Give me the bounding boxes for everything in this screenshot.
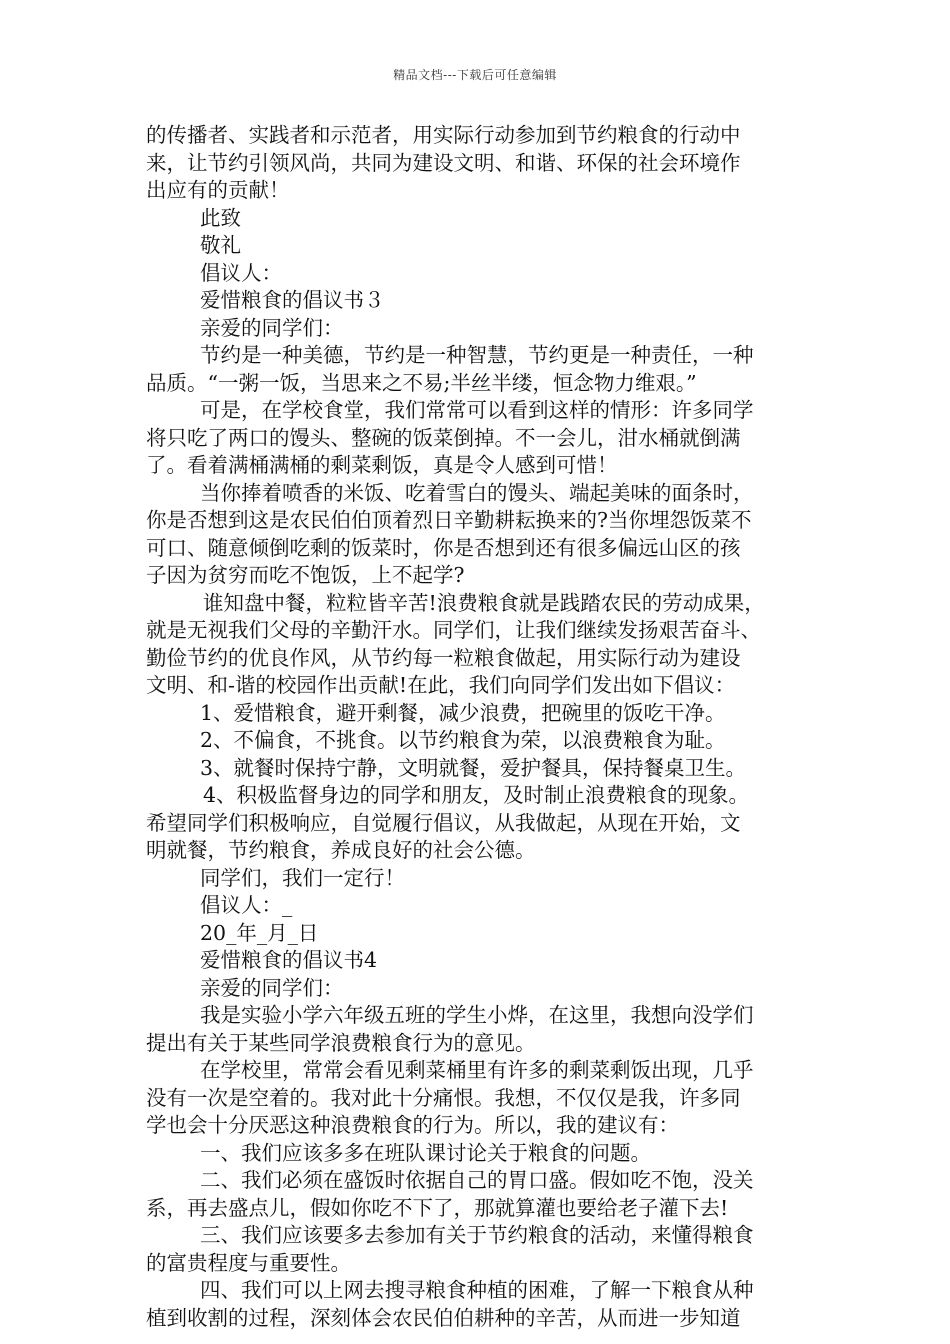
text-line: 的富贵程度与重要性。	[146, 1250, 351, 1275]
text-line: 明就餐，节约粮食，养成良好的社会公德。	[146, 838, 536, 862]
page-header: 精品文档---下载后可任意编辑	[393, 68, 557, 82]
greeting-line: 亲爱的同学们：	[200, 975, 344, 1000]
section-title: 爱惜粮食的倡议书4	[200, 948, 378, 972]
text-line: 你是否想到这是农民伯伯顶着烈日辛勤耕耘换来的?当你埋怨饭菜不	[146, 508, 752, 532]
text-line: 可口、随意倾倒吃剩的饭菜时，你是否想到还有很多偏远山区的孩	[146, 535, 741, 560]
paragraph-start: 同学们，我们一定行！	[200, 865, 405, 890]
text-line: 就是无视我们父母的辛勤汗水。同学们，让我们继续发扬艰苦奋斗、	[146, 618, 761, 642]
list-item: 四、我们可以上网去搜寻粮食种植的困难，了解一下粮食从种	[200, 1278, 754, 1302]
paragraph-start: 谁知盘中餐，粒粒皆辛苦!浪费粮食就是践踏农民的劳动成果，	[203, 590, 765, 615]
paragraph-start: 当你捧着喷香的米饭、吃着雪白的馒头、端起美味的面条时，	[200, 480, 754, 505]
text-line: 将只吃了两口的馒头、整碗的饭菜倒掉。不一会儿，泔水桶就倒满	[146, 425, 741, 450]
text-line: 没有一次是空着的。我对此十分痛恨。我想，不仅仅是我，许多同	[146, 1085, 741, 1110]
list-item: 4、积极监督身边的同学和朋友，及时制止浪费粮食的现象。	[203, 783, 750, 807]
salutation-line: 敬礼	[200, 233, 241, 257]
greeting-line: 亲爱的同学们：	[200, 315, 344, 340]
text-line: 品质。“一粥一饭，当思来之不易;半丝半缕，恒念物力维艰。”	[146, 370, 697, 395]
document-body	[146, 122, 810, 1332]
text-line: 植到收割的过程，深刻体会农民伯伯耕种的辛苦，从而进一步知道	[146, 1305, 741, 1330]
list-item: 一、我们应该多多在班队课讨论关于粮食的问题。	[200, 1140, 651, 1165]
list-item: 1、爱惜粮食，避开剩餐，减少浪费，把碗里的饭吃干净。	[200, 700, 726, 725]
date-line: 20_年_月_日	[200, 920, 319, 945]
paragraph-start: 可是，在学校食堂，我们常常可以看到这样的情形：许多同学	[200, 398, 754, 422]
text-line: 系，再去盛点儿，假如你吃不下了，那就算灌也要给老子灌下去!	[146, 1195, 729, 1220]
paragraph-start: 我是实验小学六年级五班的学生小烨，在这里，我想向没学们	[200, 1003, 754, 1027]
salutation-line: 此致	[200, 205, 241, 230]
text-line: 勤俭节约的优良作风，从节约每一粒粮食做起，用实际行动为建设	[146, 645, 741, 670]
text-line: 希望同学们积极响应，自觉履行倡议，从我做起，从现在开始，文	[146, 810, 741, 835]
signature-line: 倡议人：	[200, 260, 282, 285]
text-line: 了。看着满桶满桶的剩菜剩饭，真是令人感到可惜！	[146, 453, 618, 477]
text-line: 的传播者、实践者和示范者，用实际行动参加到节约粮食的行动中	[146, 123, 741, 147]
paragraph-start: 在学校里，常常会看见剩菜桶里有许多的剩菜剩饭出现，几乎	[200, 1058, 754, 1082]
text-line: 来，让节约引领风尚，共同为建设文明、和谐、环保的社会环境作	[146, 150, 741, 175]
section-title: 爱惜粮食的倡议书３	[200, 288, 385, 312]
paragraph-start: 节约是一种美德，节约是一种智慧，节约更是一种责任，一种	[200, 343, 754, 367]
text-line: 出应有的贡献！	[146, 178, 290, 202]
text-line: 学也会十分厌恶这种浪费粮食的行为。所以，我的建议有：	[146, 1113, 679, 1137]
list-item: 三、我们应该要多去参加有关于节约粮食的活动，来懂得粮食	[200, 1223, 754, 1247]
signature-line: 倡议人：_	[200, 893, 293, 917]
list-item: 2、不偏食，不挑食。以节约粮食为荣，以浪费粮食为耻。	[200, 728, 726, 752]
list-item: 二、我们必须在盛饭时依据自己的胃口盛。假如吃不饱，没关	[200, 1168, 754, 1192]
text-line: 提出有关于某些同学浪费粮食行为的意见。	[146, 1030, 536, 1055]
text-line: 子因为贫穷而吃不饱饭，上不起学?	[146, 563, 465, 587]
text-line: 文明、和-谐的校园作出贡献!在此，我们向同学们发出如下倡议：	[146, 673, 736, 697]
list-item: 3、就餐时保持宁静，文明就餐，爱护餐具，保持餐桌卫生。	[200, 755, 747, 780]
